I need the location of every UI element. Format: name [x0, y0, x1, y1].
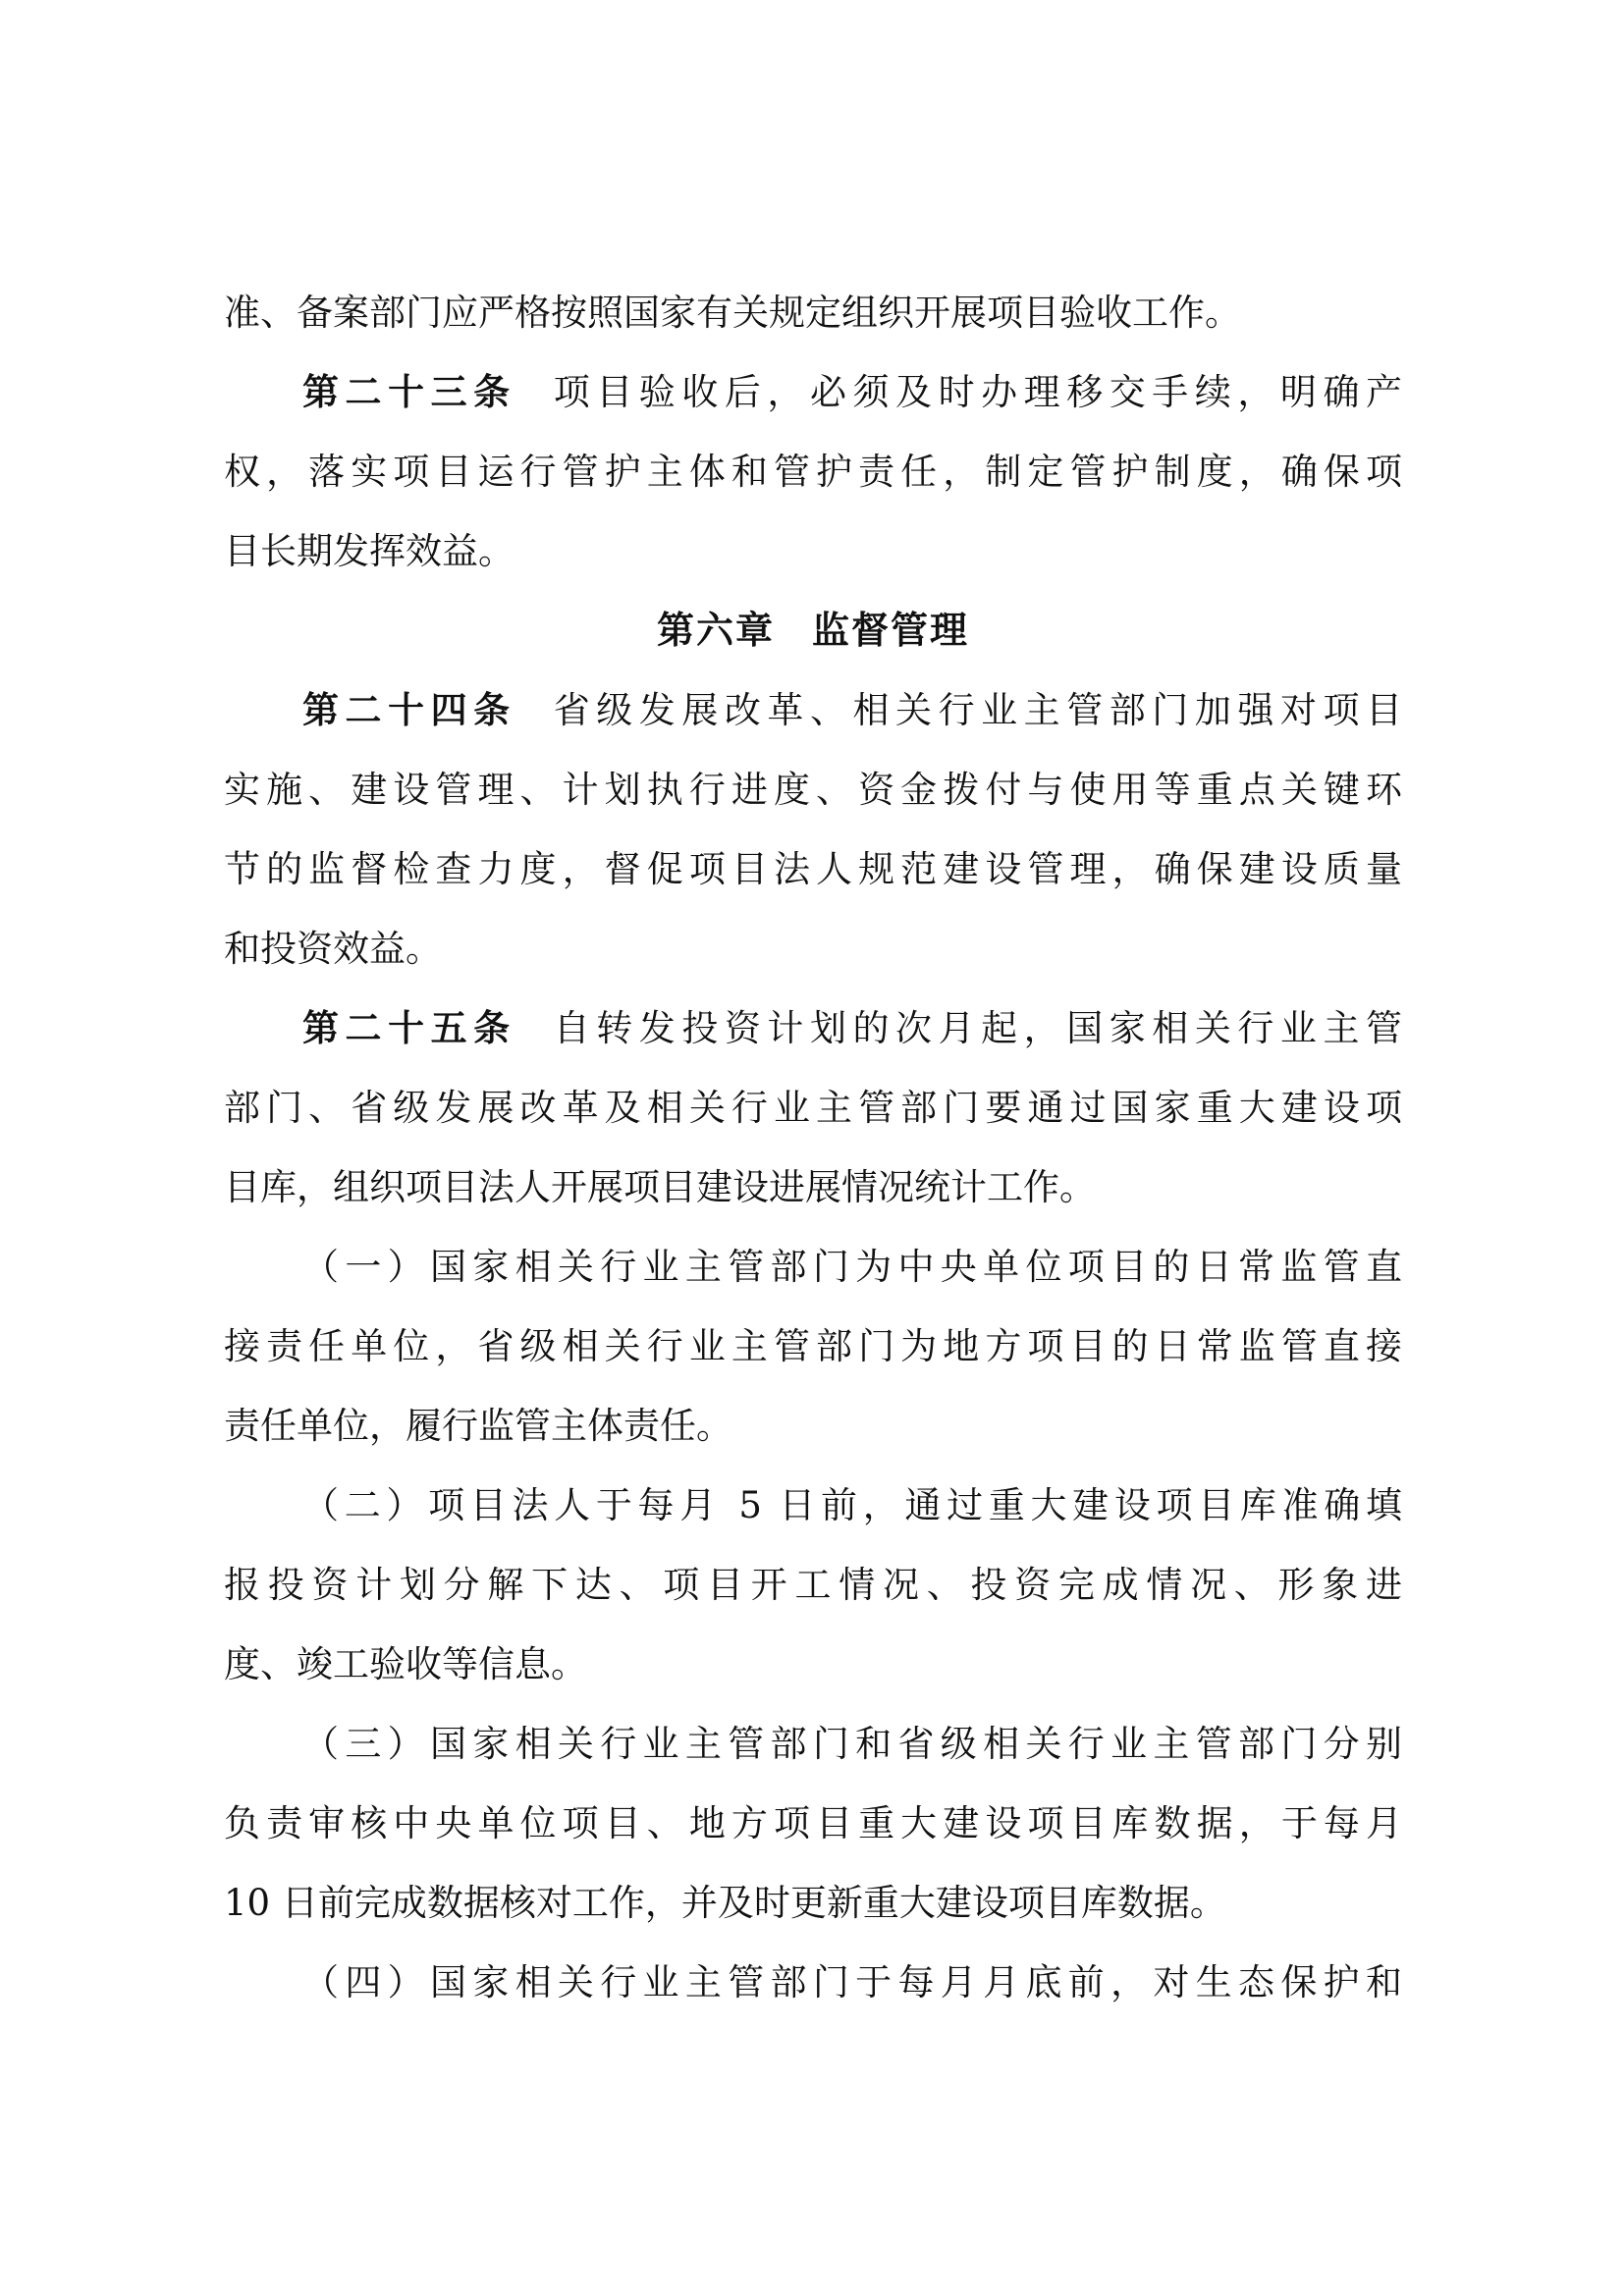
article-25-line-2: 部门、省级发展改革及相关行业主管部门要通过国家重大建设项 [224, 1087, 1402, 1129]
article-23-line-2: 权，落实项目运行管护主体和管护责任，制定管护制度，确保项 [224, 451, 1402, 493]
article-label: 第二十五条 [302, 1007, 516, 1049]
article-23-line-3: 目长期发挥效益。 [224, 530, 514, 572]
item-4-line-1: （四）国家相关行业主管部门于每月月底前，对生态保护和 [302, 1961, 1402, 2003]
chapter-title: 监督管理 [812, 609, 970, 652]
chapter-number: 第六章 [656, 609, 775, 652]
article-text: 项目验收后，必须及时办理移交手续，明确产 [553, 371, 1403, 413]
article-24-line-4: 和投资效益。 [224, 928, 442, 970]
item-1-line-3: 责任单位，履行监管主体责任。 [224, 1405, 732, 1447]
article-25-line-3: 目库，组织项目法人开展项目建设进展情况统计工作。 [224, 1166, 1096, 1208]
item-1-line-2: 接责任单位，省级相关行业主管部门为地方项目的日常监管直接 [224, 1325, 1402, 1367]
article-text: 省级发展改革、相关行业主管部门加强对项目 [553, 689, 1403, 731]
document-page [224, 273, 1402, 2022]
article-23-line-1 [224, 352, 1402, 432]
article-label: 第二十四条 [302, 689, 516, 731]
chapter-heading [224, 591, 1402, 670]
article-text: 自转发投资计划的次月起，国家相关行业主管 [553, 1007, 1403, 1049]
article-24-line-3: 节的监督检查力度，督促项目法人规范建设管理，确保建设质量 [224, 848, 1402, 890]
item-3-line-2: 负责审核中央单位项目、地方项目重大建设项目库数据，于每月 [224, 1802, 1402, 1844]
article-24-line-1 [224, 670, 1402, 750]
article-label: 第二十三条 [302, 371, 516, 413]
paragraph-continuation: 准、备案部门应严格按照国家有关规定组织开展项目验收工作。 [224, 292, 1241, 334]
item-3-line-3: 10 日前完成数据核对工作，并及时更新重大建设项目库数据。 [224, 1882, 1226, 1924]
item-2-line-1: （二）项目法人于每月 5 日前，通过重大建设项目库准确填 [302, 1484, 1402, 1526]
item-2-line-3: 度、竣工验收等信息。 [224, 1643, 587, 1685]
item-3-line-1: （三）国家相关行业主管部门和省级相关行业主管部门分别 [302, 1723, 1402, 1765]
article-25-line-1 [224, 988, 1402, 1068]
item-2-line-2: 报投资计划分解下达、项目开工情况、投资完成情况、形象进 [224, 1564, 1402, 1606]
article-24-line-2: 实施、建设管理、计划执行进度、资金拨付与使用等重点关键环 [224, 769, 1402, 811]
item-1-line-1: （一）国家相关行业主管部门为中央单位项目的日常监管直 [302, 1246, 1402, 1288]
